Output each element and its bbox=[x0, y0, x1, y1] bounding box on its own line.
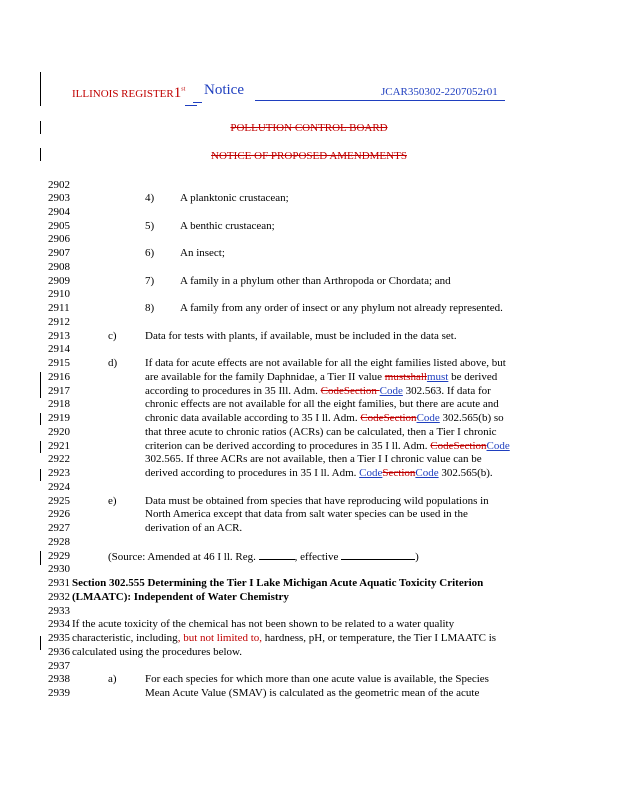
line-number: 2914 bbox=[48, 343, 70, 355]
paragraph-line: Mean Acute Value (SMAV) is calculated as the geometric mean of the acute bbox=[145, 687, 480, 699]
inserted-text: , but not limited to, bbox=[177, 632, 263, 644]
text-run: 302.563. If data for bbox=[402, 385, 491, 397]
line-number: 2912 bbox=[48, 316, 70, 328]
line-number: 2910 bbox=[48, 288, 70, 300]
text-run: criterion can be derived according to procedures in 35 I ll. Adm. bbox=[145, 440, 431, 452]
change-bar bbox=[40, 551, 41, 565]
line-number: 2926 bbox=[48, 508, 70, 520]
paragraph-line: chronic effects are not available for all the eight families, but there are acute and bbox=[145, 398, 499, 410]
text-run: hardness, pH, or temperature, the Tier I LMAATC is bbox=[262, 632, 497, 644]
text-run: characteristic, including bbox=[72, 632, 178, 644]
header-rule bbox=[185, 105, 197, 106]
inserted-text: Code bbox=[379, 385, 403, 397]
line-number: 2928 bbox=[48, 536, 70, 548]
page-header bbox=[72, 84, 185, 102]
line-number: 2939 bbox=[48, 687, 70, 699]
paragraph-line bbox=[145, 412, 504, 425]
paragraph-line: For each species for which more than one acute value is available, the Species bbox=[145, 673, 489, 685]
line-number: 2929 bbox=[48, 550, 70, 562]
line-number: 2907 bbox=[48, 247, 70, 259]
deleted-text: CodeSection bbox=[320, 385, 380, 397]
line-number: 2904 bbox=[48, 206, 70, 218]
line-number: 2934 bbox=[48, 618, 70, 630]
header-rule bbox=[255, 100, 505, 101]
change-bar bbox=[40, 72, 41, 106]
change-bar bbox=[40, 636, 41, 650]
list-item-label: 6) bbox=[145, 247, 155, 259]
text-run: be derived bbox=[448, 371, 498, 383]
inserted-text: must bbox=[426, 371, 449, 383]
register-name: ILLINOIS REGISTER bbox=[72, 88, 174, 100]
line-number: 2917 bbox=[48, 385, 70, 397]
paragraph-line: If the acute toxicity of the chemical has not been shown to be related to a water quality bbox=[72, 618, 455, 630]
line-number: 2918 bbox=[48, 398, 70, 410]
line-number: 2932 bbox=[48, 591, 70, 603]
list-item-label: 7) bbox=[145, 275, 155, 287]
line-number: 2930 bbox=[48, 563, 70, 575]
list-item-text: A family from any order of insect or any phylum not already represented. bbox=[180, 302, 503, 314]
text-run: 302.565(b). bbox=[438, 467, 493, 479]
paragraph-line bbox=[145, 371, 497, 384]
paragraph-line bbox=[145, 385, 491, 398]
list-item-label: 5) bbox=[145, 220, 155, 232]
inserted-text: Code bbox=[416, 412, 440, 424]
line-number: 2919 bbox=[48, 412, 70, 424]
line-number: 2924 bbox=[48, 481, 70, 493]
line-number: 2937 bbox=[48, 660, 70, 672]
header-rule bbox=[193, 102, 202, 103]
list-item-label: 8) bbox=[145, 302, 155, 314]
notice-label: Notice bbox=[204, 82, 244, 98]
line-number: 2903 bbox=[48, 192, 70, 204]
paragraph-line: that three acute to chronic ratios (ACRs) can be calculated, then a Tier I chronic bbox=[145, 426, 497, 438]
blank-line bbox=[341, 550, 415, 560]
line-number: 2911 bbox=[48, 302, 70, 314]
blank-line bbox=[259, 550, 295, 560]
line-number: 2909 bbox=[48, 275, 70, 287]
list-item-text: A benthic crustacean; bbox=[180, 220, 275, 232]
list-item-text: A planktonic crustacean; bbox=[180, 192, 289, 204]
paragraph-label: c) bbox=[108, 330, 117, 342]
text-run: derived according to procedures in 35 I ll. Adm. bbox=[145, 467, 360, 479]
line-number: 2931 bbox=[48, 577, 70, 589]
line-number: 2913 bbox=[48, 330, 70, 342]
text-run: chronic data available according to 35 I ll. Adm. bbox=[145, 412, 361, 424]
paragraph-line: 302.565. If three ACRs are not available, then a Tier I I chronic value can be bbox=[145, 453, 482, 465]
deleted-text: Section bbox=[382, 467, 416, 479]
text-run: according to procedures in 35 Ill. Adm. bbox=[145, 385, 321, 397]
section-heading: Section 302.555 Determining the Tier I Lake Michigan Acute Aquatic Toxicity Criterion bbox=[72, 577, 484, 589]
page-number: 1 bbox=[173, 85, 182, 101]
text-run: 302.565(b) so bbox=[439, 412, 504, 424]
line-number: 2933 bbox=[48, 605, 70, 617]
line-number: 2936 bbox=[48, 646, 70, 658]
line-number: 2902 bbox=[48, 179, 70, 191]
paragraph-label: a) bbox=[108, 673, 117, 685]
paragraph-line bbox=[145, 467, 493, 480]
line-number: 2938 bbox=[48, 673, 70, 685]
line-number: 2935 bbox=[48, 632, 70, 644]
paragraph-text: Data for tests with plants, if available, must be included in the data set. bbox=[145, 330, 457, 342]
inserted-text: Code bbox=[359, 467, 383, 479]
inserted-text: Code bbox=[415, 467, 439, 479]
deleted-text: CodeSection bbox=[360, 412, 417, 424]
list-item-text: A family in a phylum other than Arthropoda or Chordata; and bbox=[180, 275, 451, 287]
line-number: 2923 bbox=[48, 467, 70, 479]
text-run: ) bbox=[415, 551, 419, 563]
change-bar bbox=[40, 413, 41, 425]
board-title: POLLUTION CONTROL BOARD bbox=[230, 122, 388, 134]
paragraph-line: Data must be obtained from species that have reproducing wild populations in bbox=[145, 495, 489, 507]
list-item-text: An insect; bbox=[180, 247, 225, 259]
deleted-text: mustshall bbox=[384, 371, 427, 383]
paragraph-label: e) bbox=[108, 495, 117, 507]
notice-title: NOTICE OF PROPOSED AMENDMENTS bbox=[211, 150, 407, 162]
line-number: 2927 bbox=[48, 522, 70, 534]
line-number: 2922 bbox=[48, 453, 70, 465]
paragraph-line: derivation of an ACR. bbox=[145, 522, 243, 534]
paragraph-line bbox=[72, 632, 496, 645]
section-heading: (LMAATC): Independent of Water Chemistry bbox=[72, 591, 289, 603]
text-run: are available for the family Daphnidae, a Tier II value bbox=[145, 371, 385, 383]
inserted-text: Code bbox=[486, 440, 510, 452]
paragraph-line: North America except that data from salt water species can be used in the bbox=[145, 508, 468, 520]
document-id: JCAR350302-2207052r01 bbox=[381, 86, 498, 98]
line-number: 2915 bbox=[48, 357, 70, 369]
text-run: , effective bbox=[294, 551, 342, 563]
paragraph-line bbox=[145, 440, 510, 453]
source-note bbox=[108, 550, 419, 564]
change-bar bbox=[40, 441, 41, 453]
line-number: 2908 bbox=[48, 261, 70, 273]
line-number: 2916 bbox=[48, 371, 70, 383]
paragraph-label: d) bbox=[108, 357, 118, 369]
deleted-text: CodeSection bbox=[430, 440, 487, 452]
line-number: 2920 bbox=[48, 426, 70, 438]
text-run: (Source: Amended at 46 I ll. Reg. bbox=[108, 551, 259, 563]
line-number: 2905 bbox=[48, 220, 70, 232]
paragraph-line: If data for acute effects are not available for all the eight families listed above, but bbox=[145, 357, 506, 369]
line-number: 2906 bbox=[48, 233, 70, 245]
line-number: 2925 bbox=[48, 495, 70, 507]
change-bar bbox=[40, 469, 41, 481]
line-number: 2921 bbox=[48, 440, 70, 452]
list-item-label: 4) bbox=[145, 192, 155, 204]
change-bar bbox=[40, 372, 41, 398]
page-number-suffix: st bbox=[181, 86, 186, 93]
paragraph-line: calculated using the procedures below. bbox=[72, 646, 243, 658]
